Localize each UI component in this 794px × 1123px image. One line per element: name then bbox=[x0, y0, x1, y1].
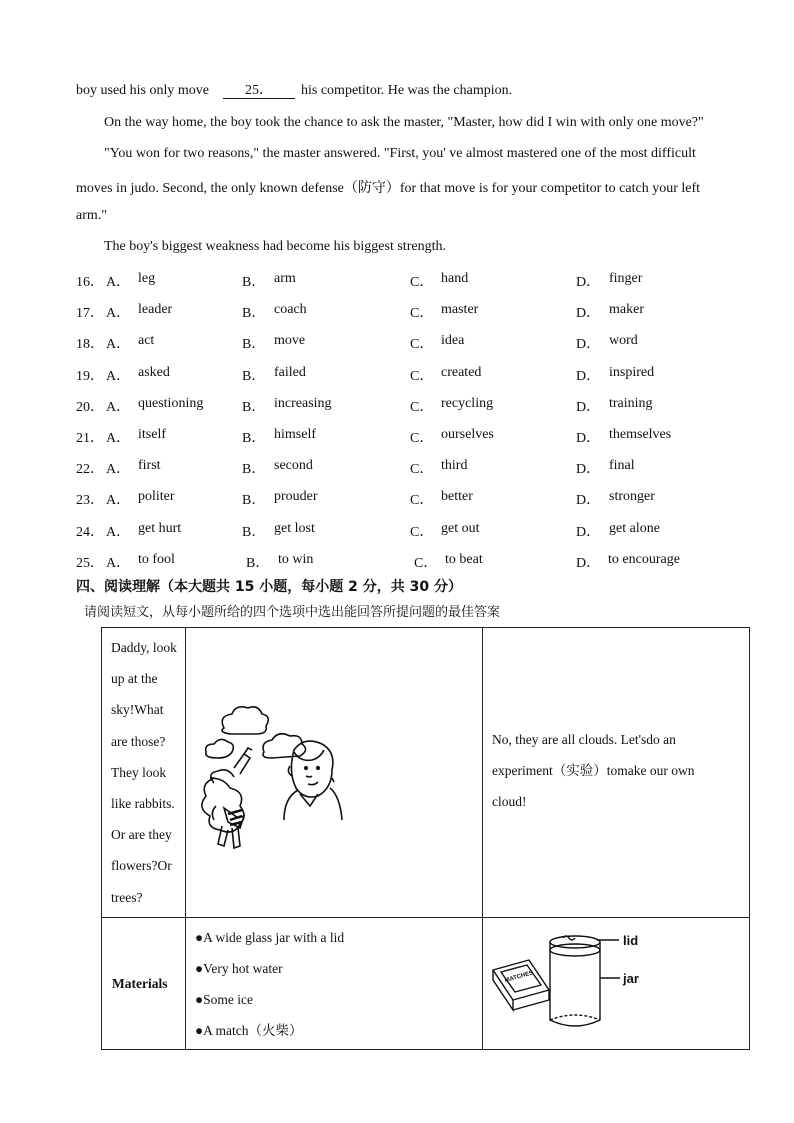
section-title: 四、阅读理解（本大题共 15 小题，每小题 2 分，共 30 分） bbox=[76, 579, 462, 595]
option-text: third bbox=[441, 458, 468, 474]
section-instruction: 请阅读短文，从每小题所给的四个选项中选出能回答所提问题的最佳答案 bbox=[84, 605, 501, 620]
option-letter: A． bbox=[106, 493, 131, 509]
option-letter: D． bbox=[576, 306, 601, 322]
passage-paragraph-2: On the way home, the boy took the chance to ask the master, "Master, how did I win with only one move?" bbox=[104, 115, 704, 130]
option-letter: B． bbox=[242, 524, 266, 540]
question-number: 22． bbox=[76, 462, 104, 478]
option-letter: A． bbox=[106, 399, 131, 415]
option-letter: A． bbox=[106, 275, 131, 290]
question-row bbox=[76, 333, 736, 353]
material-item: ●Very hot water bbox=[195, 961, 283, 976]
option-letter: D． bbox=[576, 524, 601, 540]
option-letter: D． bbox=[576, 337, 601, 353]
option-text: training bbox=[609, 395, 653, 411]
option-text: get lost bbox=[274, 520, 315, 536]
reading-table bbox=[101, 627, 750, 1050]
father-speech bbox=[483, 628, 750, 918]
option-text: hand bbox=[441, 271, 469, 286]
option-letter: A． bbox=[106, 462, 131, 478]
option-text: to fool bbox=[138, 551, 175, 567]
kid-line: Or are they bbox=[111, 827, 172, 843]
option-letter: D． bbox=[576, 555, 601, 571]
option-letter: A． bbox=[106, 555, 131, 571]
option-letter: B． bbox=[242, 493, 266, 509]
question-row bbox=[76, 521, 736, 541]
question-row bbox=[76, 489, 736, 509]
question-number: 23． bbox=[76, 493, 104, 509]
option-text: to win bbox=[278, 551, 314, 567]
kid-line: sky!What bbox=[111, 702, 164, 718]
option-text: themselves bbox=[609, 427, 672, 442]
question-row bbox=[76, 552, 736, 572]
passage-line-1 bbox=[76, 83, 732, 99]
option-letter: D． bbox=[576, 431, 601, 446]
option-text: master bbox=[441, 302, 479, 318]
option-letter: C． bbox=[410, 493, 434, 509]
option-text: coach bbox=[274, 302, 307, 318]
kid-line: are those? bbox=[111, 733, 166, 749]
passage-paragraph-3-line-1: "You won for two reasons," the master answered. "First, you' ve almost mastered one of the most difficult bbox=[104, 146, 696, 161]
option-letter: A． bbox=[106, 337, 131, 353]
kid-line: They look bbox=[111, 764, 167, 780]
option-letter: D． bbox=[576, 399, 601, 415]
option-letter: C． bbox=[410, 399, 434, 415]
option-text: recycling bbox=[441, 395, 494, 411]
question-number: 21． bbox=[76, 431, 104, 446]
option-letter: C． bbox=[410, 431, 434, 446]
jar-and-matches-illustration bbox=[483, 918, 750, 1050]
material-item: ●Some ice bbox=[195, 992, 254, 1007]
option-text: to encourage bbox=[608, 551, 680, 567]
option-text: asked bbox=[138, 364, 170, 380]
option-text: arm bbox=[274, 271, 296, 286]
option-letter: D． bbox=[576, 462, 601, 478]
option-letter: D． bbox=[576, 493, 601, 509]
option-text: first bbox=[138, 458, 161, 474]
option-letter: C． bbox=[410, 462, 434, 478]
question-number: 16． bbox=[76, 275, 104, 290]
option-text: leg bbox=[138, 271, 156, 286]
option-letter: B． bbox=[242, 431, 266, 446]
question-number: 24． bbox=[76, 524, 104, 540]
option-letter: C． bbox=[410, 368, 434, 384]
option-text: move bbox=[274, 333, 306, 349]
cloud-3-shape bbox=[206, 739, 234, 758]
option-letter: B． bbox=[242, 337, 266, 353]
blank-25: 25． bbox=[223, 83, 295, 99]
option-letter: A． bbox=[106, 524, 131, 540]
passage-text: his competitor. He was the champion. bbox=[301, 83, 513, 98]
option-letter: A． bbox=[106, 368, 131, 384]
option-text: final bbox=[609, 458, 635, 474]
option-text: prouder bbox=[274, 489, 318, 505]
option-letter: C． bbox=[410, 337, 434, 353]
material-item: ●A match（火柴） bbox=[195, 1023, 303, 1038]
passage-paragraph-4: The boy's biggest weakness had become his biggest strength. bbox=[104, 239, 446, 254]
cloud-2-shape bbox=[263, 734, 306, 758]
passage-paragraph-3-line-3: arm." bbox=[76, 208, 107, 223]
materials-label: Materials bbox=[102, 918, 186, 1050]
option-text: inspired bbox=[609, 364, 655, 380]
option-letter: B． bbox=[246, 555, 270, 571]
option-text: politer bbox=[138, 489, 175, 505]
question-row bbox=[76, 427, 736, 447]
cloud-1-shape bbox=[222, 707, 268, 734]
option-text: leader bbox=[138, 302, 173, 318]
question-number: 19． bbox=[76, 368, 104, 384]
dialogue-row bbox=[102, 628, 750, 918]
option-text: stronger bbox=[609, 489, 655, 505]
option-letter: C． bbox=[410, 524, 434, 540]
father-line: cloud! bbox=[492, 794, 527, 809]
option-text: act bbox=[138, 333, 155, 349]
question-row bbox=[76, 365, 736, 385]
passage-text: boy used his only move bbox=[76, 83, 209, 98]
option-text: to beat bbox=[445, 551, 483, 567]
clouds-child-father-image bbox=[186, 628, 482, 912]
option-letter: D． bbox=[576, 368, 601, 384]
father-line: experiment（实验）tomake our own bbox=[492, 763, 695, 778]
option-letter: A． bbox=[106, 431, 131, 446]
option-letter: B． bbox=[242, 399, 266, 415]
option-text: word bbox=[609, 333, 638, 349]
materials-row bbox=[102, 918, 750, 1050]
option-letter: D． bbox=[576, 275, 601, 290]
father-line: No, they are all clouds. Let'sdo an bbox=[492, 732, 676, 747]
option-text: idea bbox=[441, 333, 465, 349]
option-text: questioning bbox=[138, 395, 204, 411]
option-text: failed bbox=[274, 364, 306, 380]
matchbox-label: MATCHES bbox=[504, 970, 534, 985]
option-text: maker bbox=[609, 302, 644, 318]
kid-line: like rabbits. bbox=[111, 796, 175, 812]
materials-list bbox=[186, 918, 483, 1050]
option-text: second bbox=[274, 458, 313, 474]
question-number: 20． bbox=[76, 399, 104, 415]
option-letter: B． bbox=[242, 275, 266, 290]
option-text: increasing bbox=[274, 395, 332, 411]
kid-line: trees? bbox=[111, 889, 143, 905]
option-letter: B． bbox=[242, 306, 266, 322]
question-number: 18． bbox=[76, 337, 104, 353]
option-text: created bbox=[441, 364, 482, 380]
question-number: 17． bbox=[76, 306, 104, 322]
option-text: better bbox=[441, 489, 473, 505]
father-child-illustration bbox=[186, 628, 483, 918]
material-item: ●A wide glass jar with a lid bbox=[195, 930, 345, 945]
option-text: ourselves bbox=[441, 427, 494, 442]
question-row bbox=[76, 458, 736, 478]
question-row bbox=[76, 396, 736, 416]
option-text: get alone bbox=[609, 520, 660, 536]
kid-speech bbox=[102, 628, 186, 918]
kid-line: flowers?Or bbox=[111, 858, 172, 874]
option-text: get hurt bbox=[138, 520, 182, 536]
question-row bbox=[76, 302, 736, 322]
kid-line: Daddy, look bbox=[111, 640, 177, 655]
option-letter: C． bbox=[410, 275, 434, 290]
jar-diagram bbox=[483, 918, 747, 1044]
jar-label: jar bbox=[623, 971, 639, 986]
option-text: finger bbox=[609, 271, 643, 286]
option-letter: C． bbox=[410, 306, 434, 322]
lid-label: lid bbox=[623, 933, 639, 948]
kid-line: up at the bbox=[111, 671, 158, 687]
option-letter: B． bbox=[242, 368, 266, 384]
passage-paragraph-3-line-2: moves in judo. Second, the only known defense（防守）for that move is for your competitor to catch your left bbox=[76, 181, 701, 196]
question-number: 25． bbox=[76, 555, 104, 571]
option-letter: B． bbox=[242, 462, 266, 478]
option-text: get out bbox=[441, 520, 480, 536]
option-letter: A． bbox=[106, 306, 131, 322]
question-row bbox=[76, 271, 736, 291]
option-letter: C． bbox=[414, 555, 438, 571]
option-text: itself bbox=[138, 427, 166, 442]
option-text: himself bbox=[274, 427, 316, 442]
